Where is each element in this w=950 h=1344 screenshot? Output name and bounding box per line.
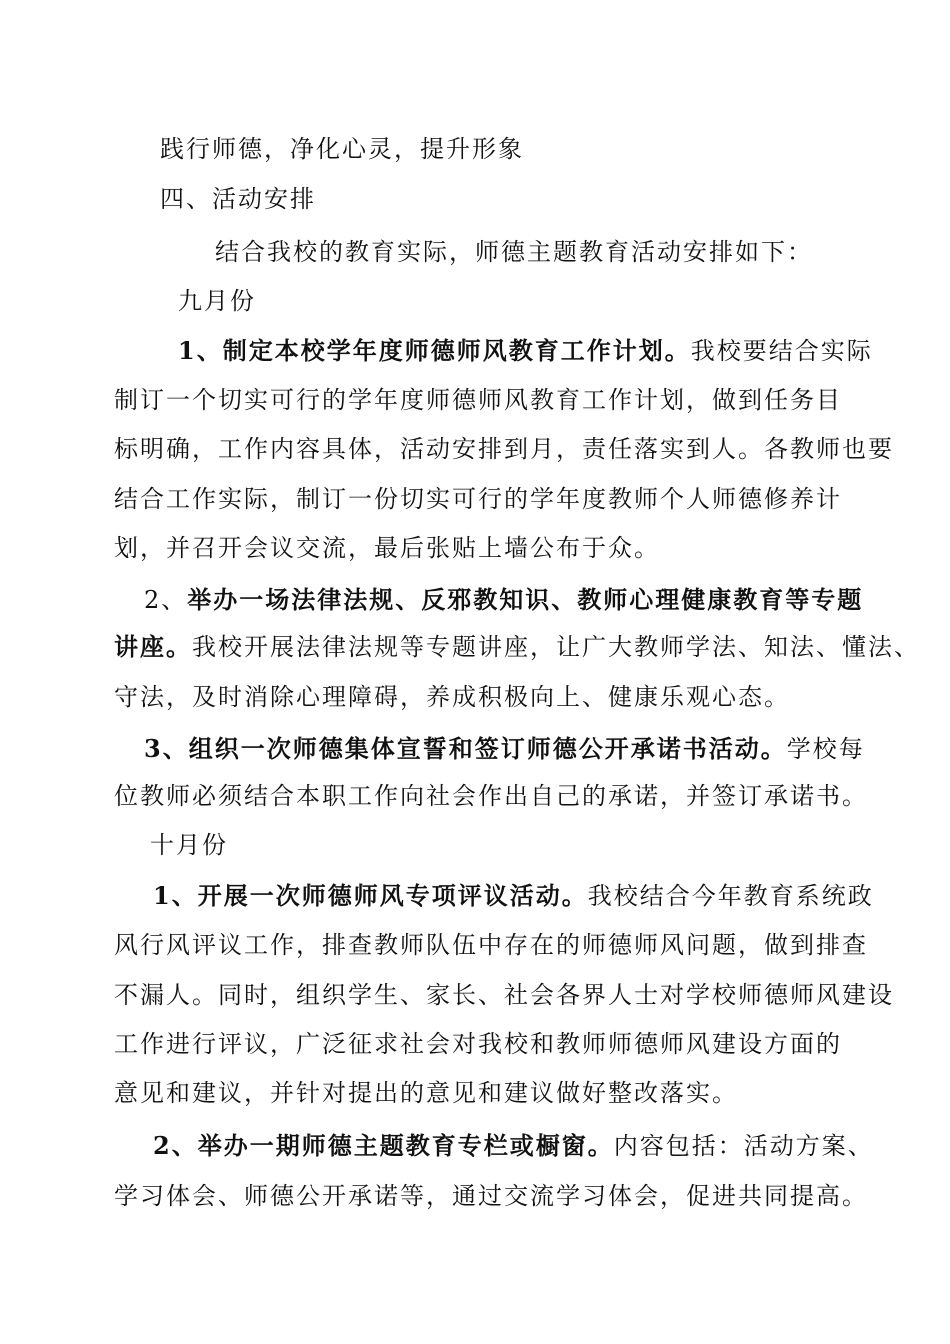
month-heading-september: 九月份: [178, 287, 256, 315]
item-title: 讲座。: [114, 632, 192, 661]
item-line: [153, 876, 874, 916]
paragraph-line: 风行风评议工作，排查教师队伍中存在的师德师风问题，做到排查: [114, 931, 868, 959]
item-title: 1、开展一次师德师风专项评议活动。: [153, 881, 588, 910]
item-title: 1、制定本校学年度师德师风教育工作计划。: [178, 336, 691, 365]
paragraph-line: 标明确，工作内容具体，活动安排到月，责任落实到人。各教师也要: [114, 435, 894, 463]
item-text: 我校开展法律法规等专题讲座，让广大教师学法、知法、懂法、: [192, 633, 920, 661]
item-number: 2、: [144, 586, 188, 614]
paragraph-line: 划，并召开会议交流，最后张贴上墙公布于众。: [114, 534, 660, 562]
paragraph-line: 结合工作实际，制订一份切实可行的学年度教师个人师德修养计: [114, 485, 842, 513]
paragraph-line: 意见和建议，并针对提出的意见和建议做好整改落实。: [114, 1079, 738, 1107]
item-text: 内容包括：活动方案、: [613, 1132, 874, 1160]
section-heading: 四、活动安排: [160, 185, 316, 213]
month-heading-october: 十月份: [150, 831, 228, 859]
item-title: 3、组织一次师德集体宣誓和签订师德公开承诺书活动。: [144, 734, 787, 763]
item-line: [178, 331, 873, 371]
item-title: 举办一场法律法规、反邪教知识、教师心理健康教育等专题: [187, 585, 864, 614]
paragraph-line: 位教师必须结合本职工作向社会作出自己的承诺，并签订承诺书。: [114, 782, 868, 810]
item-text: 我校结合今年教育系统政: [587, 882, 874, 910]
paragraph-line: 制订一个切实可行的学年度师德师风教育工作计划，做到任务目: [114, 386, 842, 414]
intro-paragraph: 结合我校的教育实际，师德主题教育活动安排如下：: [215, 238, 813, 266]
paragraph-line: 工作进行评议，广泛征求社会对我校和教师师德师风建设方面的: [114, 1030, 842, 1058]
item-line: [153, 1126, 874, 1166]
item-text: 我校要结合实际: [690, 337, 873, 365]
item-title: 2、举办一期师德主题教育专栏或橱窗。: [153, 1131, 614, 1160]
paragraph-line: 守法，及时消除心理障碍，养成积极向上、健康乐观心态。: [114, 683, 790, 711]
item-line: [144, 729, 865, 769]
item-line: [114, 627, 920, 667]
item-text: 学校每: [786, 735, 865, 763]
motto-line: 践行师德，净化心灵，提升形象: [160, 135, 524, 163]
item-line: [144, 580, 863, 620]
paragraph-line: 不漏人。同时，组织学生、家长、社会各界人士对学校师德师风建设: [114, 981, 894, 1009]
paragraph-line: 学习体会、师德公开承诺等，通过交流学习体会，促进共同提高。: [114, 1182, 868, 1210]
